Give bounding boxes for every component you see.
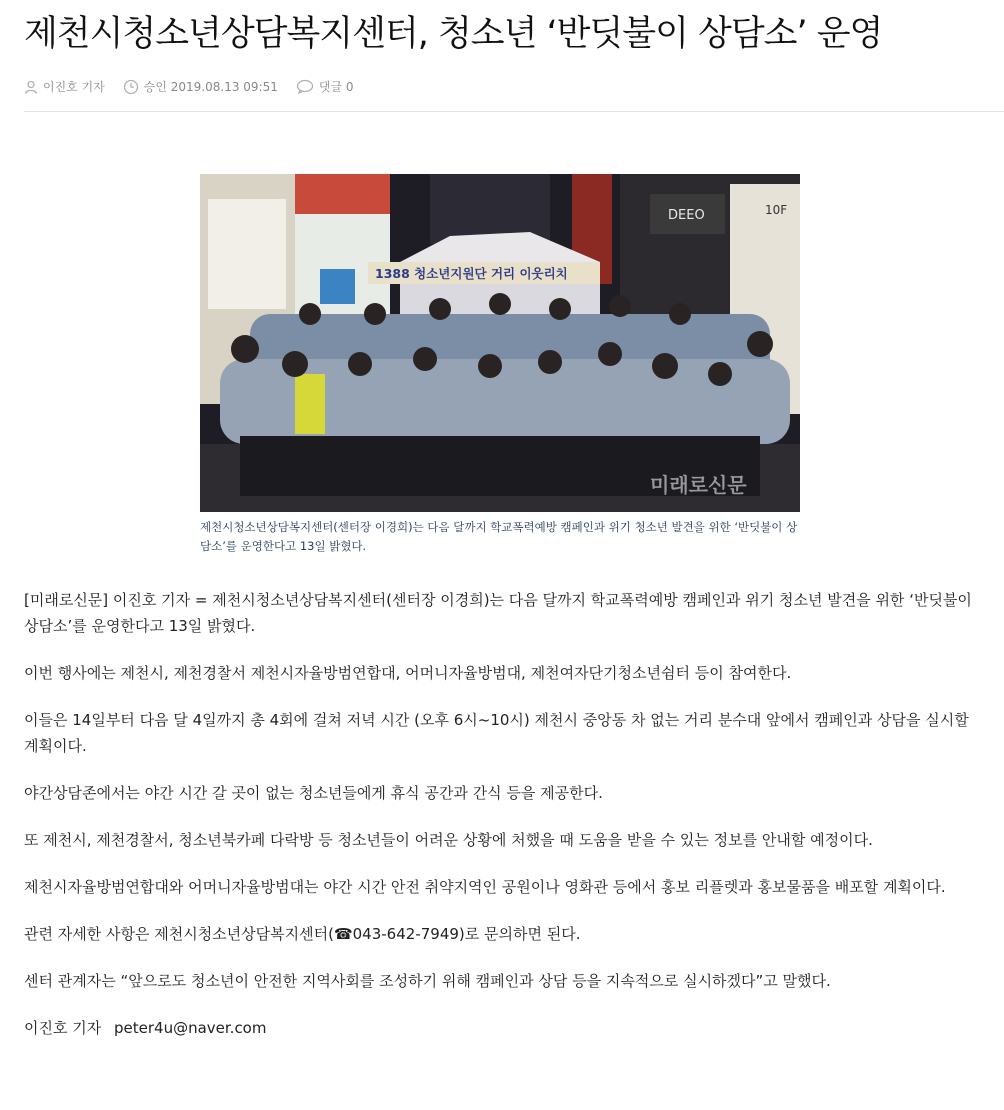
meta-divider — [24, 111, 1004, 112]
body-paragraph: [미래로신문] 이진호 기자 = 제천시청소년상담복지센터(센터장 이경희)는 다음 달까지 학교폭력예방 캠페인과 위기 청소년 발견을 위한 ‘반딧불이 상담소’를 운영한다고 13일 밝혔다. — [24, 591, 972, 635]
store-sign-10f: 10F — [765, 203, 788, 217]
body-paragraph: 관련 자세한 사항은 제천시청소년상담복지센터(☎043-642-7949)로 문의하면 된다. — [24, 925, 581, 943]
body-paragraph: 제천시자율방범연합대와 어머니자율방범대는 야간 시간 안전 취약지역인 공원이나 영화관 등에서 홍보 리플렛과 홍보물품을 배포할 계획이다. — [24, 878, 946, 896]
body-paragraph: 이번 행사에는 제천시, 제천경찰서 제천시자율방범연합대, 어머니자율방범대, 제천여자단기청소년쉼터 등이 참여한다. — [24, 664, 792, 682]
body-paragraph: 또 제천시, 제천경찰서, 청소년북카페 다락방 등 청소년들이 어려운 상황에 처했을 때 도움을 받을 수 있는 정보를 안내할 예정이다. — [24, 831, 873, 849]
approved-datetime: 승인 2019.08.13 09:51 — [143, 80, 278, 94]
article-body — [24, 587, 984, 1062]
body-paragraph: 이들은 14일부터 다음 달 4일까지 총 4회에 걸쳐 저녁 시간 (오후 6시~10시) 제천시 중앙동 차 없는 거리 분수대 앞에서 캠페인과 상담을 실시할 계획이다. — [24, 711, 969, 755]
body-paragraph: 센터 관계자는 “앞으로도 청소년이 안전한 지역사회를 조성하기 위해 캠페인과 상담 등을 지속적으로 실시하겠다”고 말했다. — [24, 972, 831, 990]
body-paragraph: 야간상담존에서는 야간 시간 갈 곳이 없는 청소년들에게 휴식 공간과 간식 등을 제공한다. — [24, 784, 603, 802]
byline-name: 이진호 기자 — [24, 1019, 102, 1037]
article-headline: 제천시청소년상담복지센터, 청소년 ‘반딧불이 상담소’ 운영 — [24, 14, 883, 54]
meta-approved — [123, 78, 278, 95]
person-icon — [24, 80, 38, 94]
photo-banner-text: 1388 청소년지원단 거리 이웃리치 — [375, 266, 568, 281]
author-name[interactable]: 이진호 기자 — [43, 80, 105, 94]
photo-watermark: 미래로신문 — [650, 473, 747, 497]
article-meta — [24, 78, 372, 95]
comment-count[interactable]: 댓글 0 — [318, 80, 354, 94]
photo-caption: 제천시청소년상담복지센터(센터장 이경희)는 다음 달까지 학교폭력예방 캠페인과 위기 청소년 발견을 위한 ‘반딧불이 상담소’를 운영한다고 13일 밝혔다. — [200, 520, 798, 553]
campaign-photo-illustration — [200, 174, 800, 512]
byline — [24, 1015, 984, 1041]
byline-email[interactable]: peter4u@naver.com — [114, 1019, 267, 1037]
meta-author[interactable] — [24, 78, 105, 95]
article-photo — [200, 174, 800, 512]
comment-icon — [296, 79, 314, 94]
store-sign-deeo: DEEO — [668, 208, 705, 223]
clock-icon — [123, 79, 139, 95]
meta-comments[interactable] — [296, 78, 354, 95]
